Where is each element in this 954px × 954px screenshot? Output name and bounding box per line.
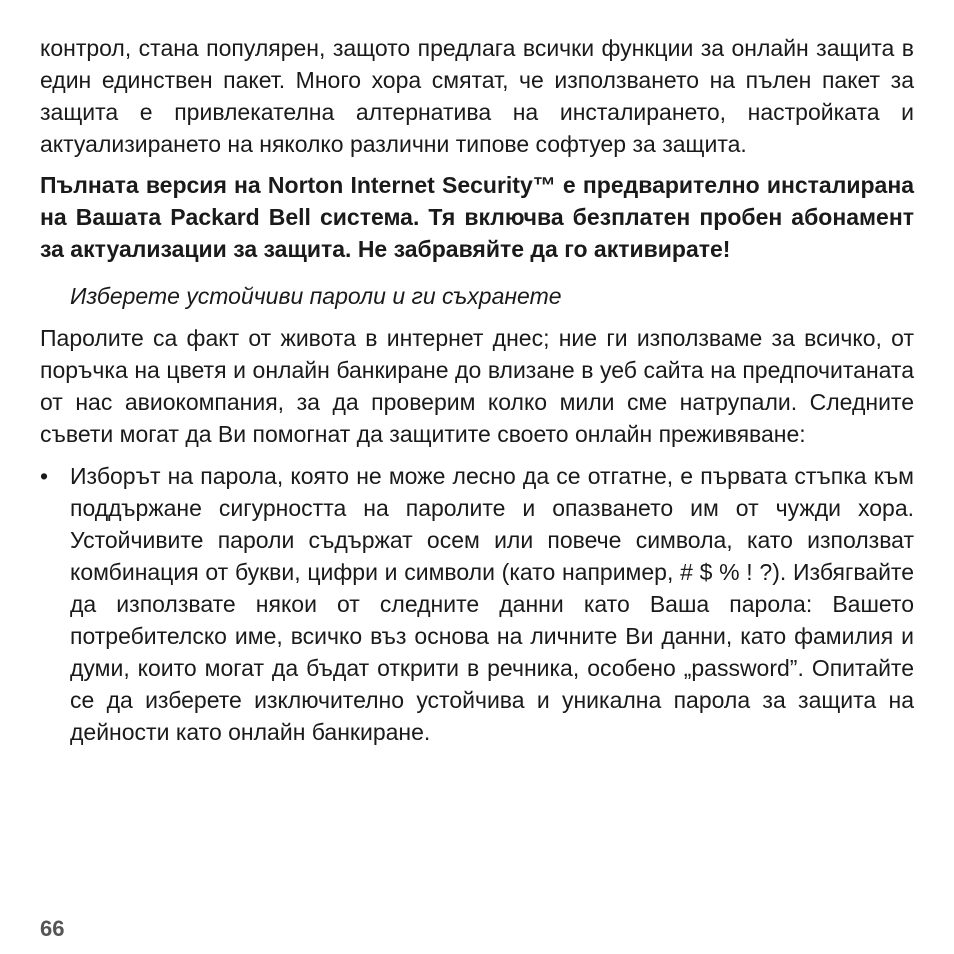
section-subheading: Изберете устойчиви пароли и ги съхранете — [70, 283, 562, 309]
page-number: 66 — [40, 916, 65, 941]
tips-bullet-list — [40, 460, 914, 748]
list-item — [40, 460, 914, 748]
document-page — [40, 32, 914, 748]
intro-paragraph: контрол, стана популярен, защото предлага всички функции за онлайн защита в един единствен пакет. Много хора смятат, че използването на пълен пакет за защита е привлекателна алтернатива на инсталирането, настройката и актуализирането на няколко различни типове софтуер за защита. — [40, 35, 914, 157]
bullet-text: Изборът на парола, която не може лесно да се отгатне, е първата стъпка към поддържане сигурността на паролите и опазването им от чужди хора. Устойчивите пароли съдържат осем или повече символа, като използват комбинация от букви, цифри и символи (като например, # $ % ! ?). Избягвайте да използвате някои от следните данни като Ваша парола: Вашето потребителско име, всичко въз основа на личните Ви данни, като фамилия и думи, които могат да бъдат открити в речника, особено „password”. Опитайте се да изберете изключително устойчива и уникална парола за защита на дейности като онлайн банкиране. — [70, 463, 914, 745]
norton-notice-paragraph: Пълната версия на Norton Internet Security™ е предварително инсталирана на Вашата Packard Bell система. Тя включва безплатен пробен абонамент за актуализации за защита. Не забравяйте да го активирате! — [40, 172, 914, 262]
bullet-icon: • — [40, 463, 49, 489]
passwords-paragraph: Паролите са факт от живота в интернет днес; ние ги използваме за всичко, от поръчка на цветя и онлайн банкиране до влизане в уеб сайта на предпочитаната от нас авиокомпания, за да проверим колко мили сме натрупали. Следните съвети могат да Ви помогнат да защитите своето онлайн преживяване: — [40, 325, 914, 447]
